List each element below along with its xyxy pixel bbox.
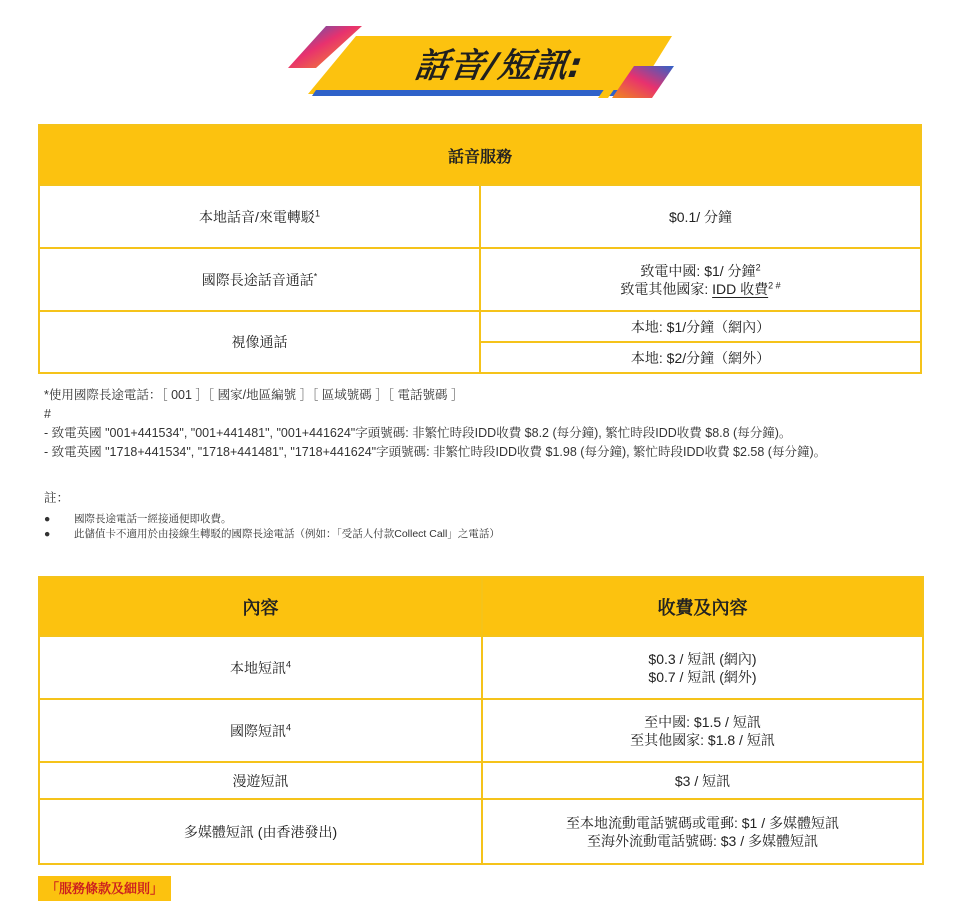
- table-row: [39, 311, 921, 342]
- local-sms-label: 本地短訊$^4$: [39, 636, 482, 699]
- footnote-uk-001: - 致電英國 "001+441534", "001+441481", "001+441624"字頭號碼: 非繁忙時段IDD收費 $8.2 (每分鐘), 繁忙時段IDD收費 $8.8 (每分鐘)。: [44, 426, 792, 440]
- list-item: ● 國際長途電話一經接通便即收費。: [44, 513, 232, 525]
- roaming-sms-label: 漫遊短訊: [39, 762, 482, 799]
- voice-table-header: 話音服務: [39, 125, 921, 185]
- intl-sms-rate: 至中國: $1.5 / 短訊 至其他國家: $1.8 / 短訊: [482, 699, 923, 762]
- remark-list: [44, 512, 500, 542]
- table-row: [39, 699, 923, 762]
- voice-footnotes: [44, 386, 934, 462]
- local-voice-rate: $0.1/ 分鐘: [480, 185, 921, 248]
- table-row: [39, 762, 923, 799]
- mms-label: 多媒體短訊 (由香港發出): [39, 799, 482, 864]
- idd-voice-rate: 致電中國: $1/ 分鐘$^2$ 致電其他國家: IDD 收費$^{2 \#}$: [480, 248, 921, 311]
- remark-title: 註：: [44, 491, 70, 505]
- video-call-rate-offnet: 本地: $2/分鐘（網外）: [480, 342, 921, 373]
- idd-rate-link[interactable]: IDD 收費: [712, 280, 769, 297]
- footnote-uk-1718: - 致電英國 "1718+441534", "1718+441481", "1718+441624"字頭號碼: 非繁忙時段IDD收費 $1.98 (每分鐘), 繁忙時段IDD收費 $2.58 (每分鐘)。: [44, 445, 827, 459]
- video-call-rate-onnet: 本地: $1/分鐘（網內）: [480, 311, 921, 342]
- sms-header-content: 內容: [39, 577, 482, 636]
- bullet-icon: ●: [44, 513, 51, 525]
- sms-header-charges: 收費及內容: [482, 577, 923, 636]
- section-banner: [286, 22, 678, 100]
- sms-service-table: [38, 576, 924, 865]
- footnote-hash: #: [44, 407, 51, 421]
- table-row: [39, 799, 923, 864]
- table-row: [39, 248, 921, 311]
- local-voice-label: 本地話音/來電轉駁$^1$: [39, 185, 480, 248]
- intl-sms-label: 國際短訊$^4$: [39, 699, 482, 762]
- idd-voice-label: 國際長途話音通話*: [39, 248, 480, 311]
- bullet-icon: ●: [44, 528, 51, 540]
- list-item: ● 此儲值卡不適用於由接線生轉駁的國際長途電話（例如：「受話人付款Collect Call」之電話）: [44, 528, 500, 540]
- video-call-label: 視像通話: [39, 311, 480, 373]
- voice-service-table: [38, 124, 922, 374]
- roaming-sms-rate: $3 / 短訊: [482, 762, 923, 799]
- terms-and-conditions-link[interactable]: 「服務條款及細則」: [38, 876, 171, 901]
- table-row: [39, 185, 921, 248]
- local-sms-rate: $0.3 / 短訊 (網內) $0.7 / 短訊 (網外): [482, 636, 923, 699]
- mms-rate: 至本地流動電話號碼或電郵: $1 / 多媒體短訊 至海外流動電話號碼: $3 / 多媒體短訊: [482, 799, 923, 864]
- table-row: [39, 636, 923, 699]
- banner-title: 話音/短訊:: [412, 46, 586, 86]
- footnote-idd-format: *使用國際長途電話：［ 001 ］［ 國家/地區編號 ］［ 區域號碼 ］［ 電話號碼 ］: [44, 388, 464, 402]
